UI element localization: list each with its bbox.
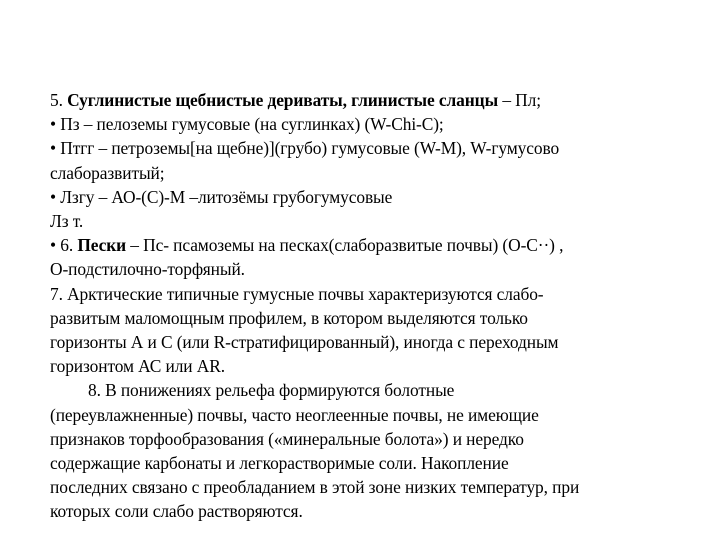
item-8-line-2: (переувлажненные) почвы, часто неоглеенные почвы, не имеющие (50, 404, 539, 425)
item-8-line-4: содержащие карбонаты и легкорастворимые соли. Накопление (50, 453, 509, 474)
item-5-title: Суглинистые щебнистые дериваты, глинистые сланцы (67, 90, 499, 110)
item-7-line-4: горизонтом АС или AR. (50, 356, 225, 377)
item-7-line-1: 7. Арктические типичные гумусные почвы характеризуются слабо- (50, 283, 544, 304)
bullet-lzgu-line-1: • Лзгу – АО-(С)-М –литозёмы грубогумусовые (50, 186, 393, 207)
bullet-pttg-line-1: • Птгг – петроземы[на щебне)](грубо) гумусовые (W-M), W-гумусово (50, 138, 560, 159)
item-5-heading (50, 88, 690, 112)
item-6-title: Пески (77, 235, 127, 256)
item-6-number: • 6. (50, 235, 78, 256)
slide-text-block (50, 88, 690, 524)
item-5-code: – Пл; (498, 90, 541, 110)
item-7-line-2: развитым маломощным профилем, в котором выделяются только (50, 307, 528, 328)
item-8-line-6: которых соли слабо растворяются. (50, 501, 303, 522)
item-5-number: 5. (50, 90, 68, 110)
item-8-line-3: признаков торфообразования («минеральные болота») и нередко (50, 428, 524, 449)
item-6-heading (50, 233, 690, 257)
bullet-pttg-line-2: слаборазвитый; (50, 162, 165, 183)
bullet-lzgu-line-2: Лз т. (50, 211, 84, 232)
item-8-line-1: 8. В понижениях рельефа формируются болотные (88, 380, 455, 401)
item-6-line-2: О-подстилочно-торфяный. (50, 259, 245, 280)
item-8-line-5: последних связано с преобладанием в этой зоне низких температур, при (50, 477, 580, 498)
item-6-description: – Пс- псамоземы на песках(слаборазвитые почвы) (О-С··) , (126, 235, 564, 256)
item-7-line-3: горизонты А и С (или R-стратифицированный), иногда с переходным (50, 332, 559, 353)
bullet-pz: • Пз – пелоземы гумусовые (на суглинках) (W-Chi-C); (50, 114, 444, 135)
